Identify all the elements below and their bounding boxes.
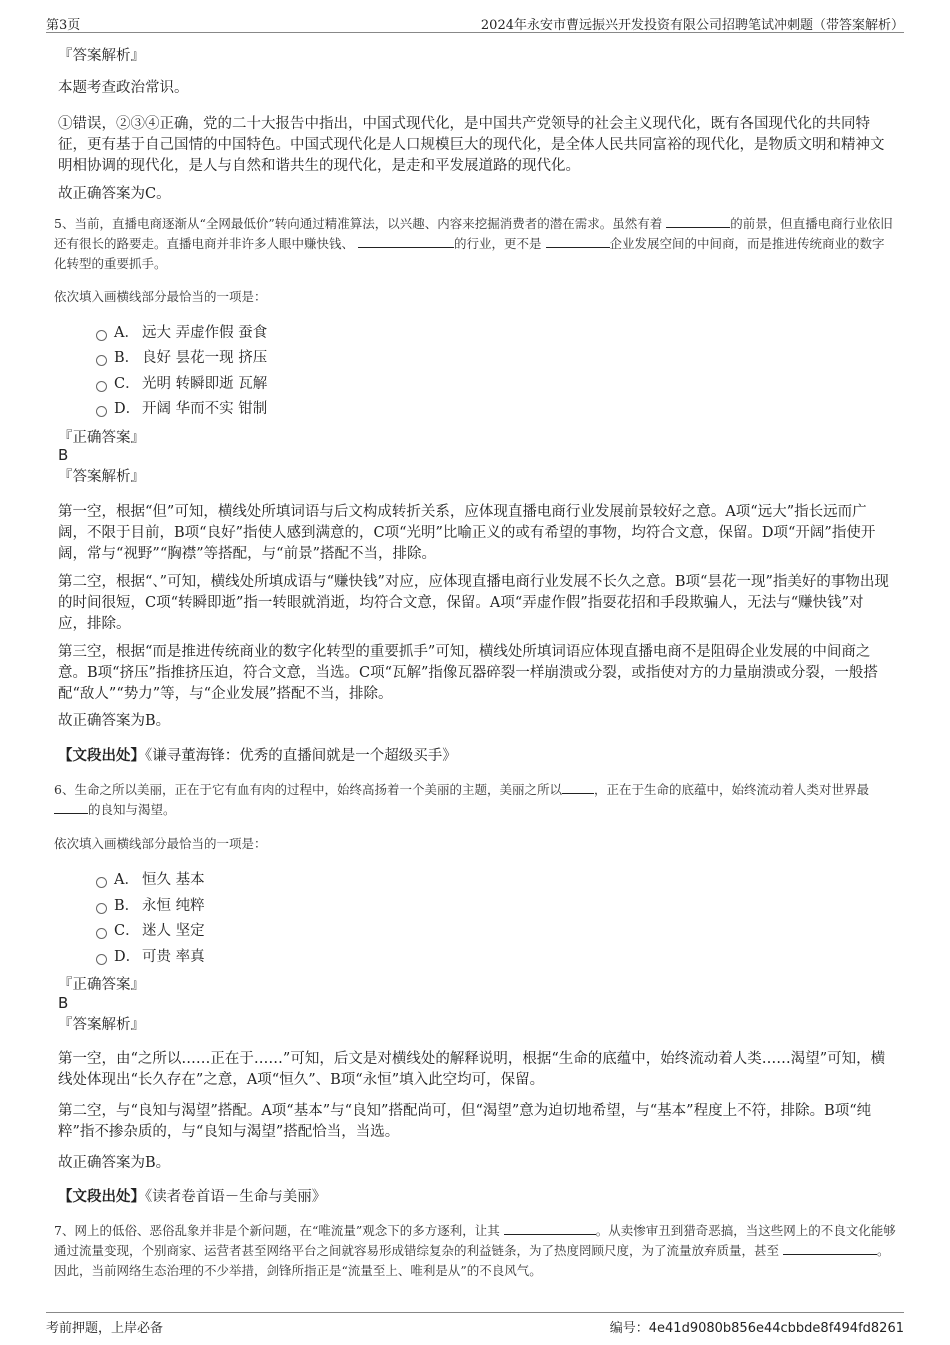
radio-icon[interactable] [96,330,107,341]
q6-blank-2 [54,801,88,814]
page-footer [46,1312,904,1336]
q5-option-d[interactable]: D． 开阔 华而不实 钳制 [96,399,267,419]
q4-analysis-p2: ①错误，②③④正确，党的二十大报告中指出，中国式现代化，是中国共产党领导的社会主义现代化，既有各国现代化的共同特征，更有基于自己国情的中国特色。中国式现代化是人口规模巨大的现代化，是全体人民共同富裕的现代化，是物质文明和精神文明相协调的现代化，是人与自然和谐共生的现代化，是走和平发展道路的现代化。 [58,116,885,174]
q5-conclusion: 故正确答案为B。 [58,713,171,729]
q5-option-b[interactable]: B． 良好 昙花一现 挤压 [96,348,267,368]
q5-answer: B [58,446,69,464]
q5-stem: 5、当前，直播电商逐渐从“全网最低价”转向通过精准算法，以兴趣、内容来挖掘消费者的潜在需求。虽然有着 的前景，但直播电商行业依旧还有很长的路要走。直播电商并非许多人眼中赚快钱、 的行业，更不是 企业发展空间的中间商，而是推进传统商业的数字化转型的重要抓手。 [54,216,893,271]
q5-blank-1 [666,215,730,228]
footer-code: 编号：4e41d9080b856e44cbbde8f494fd8261 [609,1321,904,1336]
q6-option-a[interactable]: A． 恒久 基本 [96,870,205,890]
page-header [46,12,904,33]
q5-blank-3 [546,235,610,248]
q6-option-c[interactable]: C． 迷人 坚定 [96,921,205,941]
radio-icon[interactable] [96,355,107,366]
q6-analysis-label: 『答案解析』 [58,1017,145,1033]
q5-option-a[interactable]: A． 远大 弄虚作假 蚕食 [96,323,267,343]
q7-blank-2 [783,1242,877,1255]
document-title: 2024年永安市曹远振兴开发投资有限公司招聘笔试冲刺题（带答案解析） [480,18,904,33]
q5-analysis-p2: 第二空，根据“、”可知，横线处所填成语与“赚快钱”对应，应体现直播电商行业发展不长久之意。B项“昙花一现”指美好的事物出现的时间很短，C项“转瞬即逝”指一转眼就消逝，均符合文意，保留。A项“弄虚作假”指耍花招和手段欺骗人，无法与“赚快钱”对应，排除。 [58,574,889,632]
q4-conclusion: 故正确答案为C。 [58,186,171,202]
q6-correct-label: 『正确答案』 [58,977,145,993]
q6-stem: 6、生命之所以美丽，正在于它有血有肉的过程中，始终高扬着一个美丽的主题，美丽之所以 ，正在于生命的底蕴中，始终流动着人类对世界最的良知与渴望。 [54,782,869,817]
q6-conclusion: 故正确答案为B。 [58,1155,171,1171]
q6-option-b[interactable]: B． 永恒 纯粹 [96,896,205,916]
q5-analysis-p1: 第一空，根据“但”可知，横线处所填词语与后文构成转折关系，应体现直播电商行业发展前景较好之意。A项“远大”指长远而广阔，不限于目前，B项“良好”指使人感到满意的，C项“光明”比喻正义的或有希望的事物，均符合文意，保留。D项“开阔”指使开阔，常与“视野”“胸襟”等搭配，与“前景”搭配不当，排除。 [58,504,876,562]
radio-icon[interactable] [96,381,107,392]
q5-source: 【文段出处】《谦寻董海锋：优秀的直播间就是一个超级买手》 [58,747,457,764]
radio-icon[interactable] [96,406,107,417]
radio-icon[interactable] [96,928,107,939]
q6-option-d[interactable]: D． 可贵 率真 [96,947,205,967]
q6-analysis-p1: 第一空，由“之所以……正在于……”可知，后文是对横线处的解释说明，根据“生命的底蕴中，始终流动着人类……渴望”可知，横线处体现出“长久存在”之意，A项“恒久”、B项“永恒”填入此空均可，保留。 [58,1051,886,1088]
footer-slogan: 考前押题，上岸必备 [46,1321,164,1336]
page-number: 第3页 [46,18,81,33]
q6-analysis-p2: 第二空，与“良知与渴望”搭配。A项“基本”与“良知”搭配尚可，但“渴望”意为迫切地希望，与“基本”程度上不符，排除。B项“纯粹”指不掺杂质的，与“良知与渴望”搭配恰当，当选。 [58,1103,872,1140]
radio-icon[interactable] [96,877,107,888]
q4-analysis-p1: 本题考查政治常识。 [58,80,189,96]
q5-analysis-label: 『答案解析』 [58,469,145,485]
q7-blank-1 [504,1222,596,1235]
q4-analysis-label: 『答案解析』 [58,48,145,64]
q5-analysis-p3: 第三空，根据“而是推进传统商业的数字化转型的重要抓手”可知，横线处所填词语应体现直播电商不是阻碍企业发展的中间商之意。B项“挤压”指推挤压迫，符合文意，当选。C项“瓦解”指像瓦器碎裂一样崩溃或分裂，或指使对方的力量崩溃或分裂，一般搭配“敌人”“势力”等，与“企业发展”搭配不当，排除。 [58,644,878,702]
q6-answer: B [58,994,69,1012]
q7-stem: 7、网上的低俗、恶俗乱象并非是个新问题，在“唯流量”观念下的多方逐利，让其 。从卖惨审丑到猎奇恶搞，当这些网上的不良文化能够通过流量变现，个别商家、运营者甚至网络平台之间就容易形成错综复杂的利益链条，为了热度罔顾尺度，为了流量放弃质量，甚至 。因此，当前网络生态治理的不少举措，剑锋所指正是“流量至上、唯利是从”的不良风气。 [54,1223,896,1278]
q5-correct-label: 『正确答案』 [58,430,145,446]
radio-icon[interactable] [96,903,107,914]
q6-source: 【文段出处】《读者卷首语－生命与美丽》 [58,1188,327,1205]
q5-option-c[interactable]: C． 光明 转瞬即逝 瓦解 [96,374,267,394]
q6-instruction: 依次填入画横线部分最恰当的一项是： [54,836,267,851]
q5-instruction: 依次填入画横线部分最恰当的一项是： [54,289,267,304]
q5-blank-2 [358,235,454,248]
q6-blank-1 [562,781,594,794]
radio-icon[interactable] [96,954,107,965]
